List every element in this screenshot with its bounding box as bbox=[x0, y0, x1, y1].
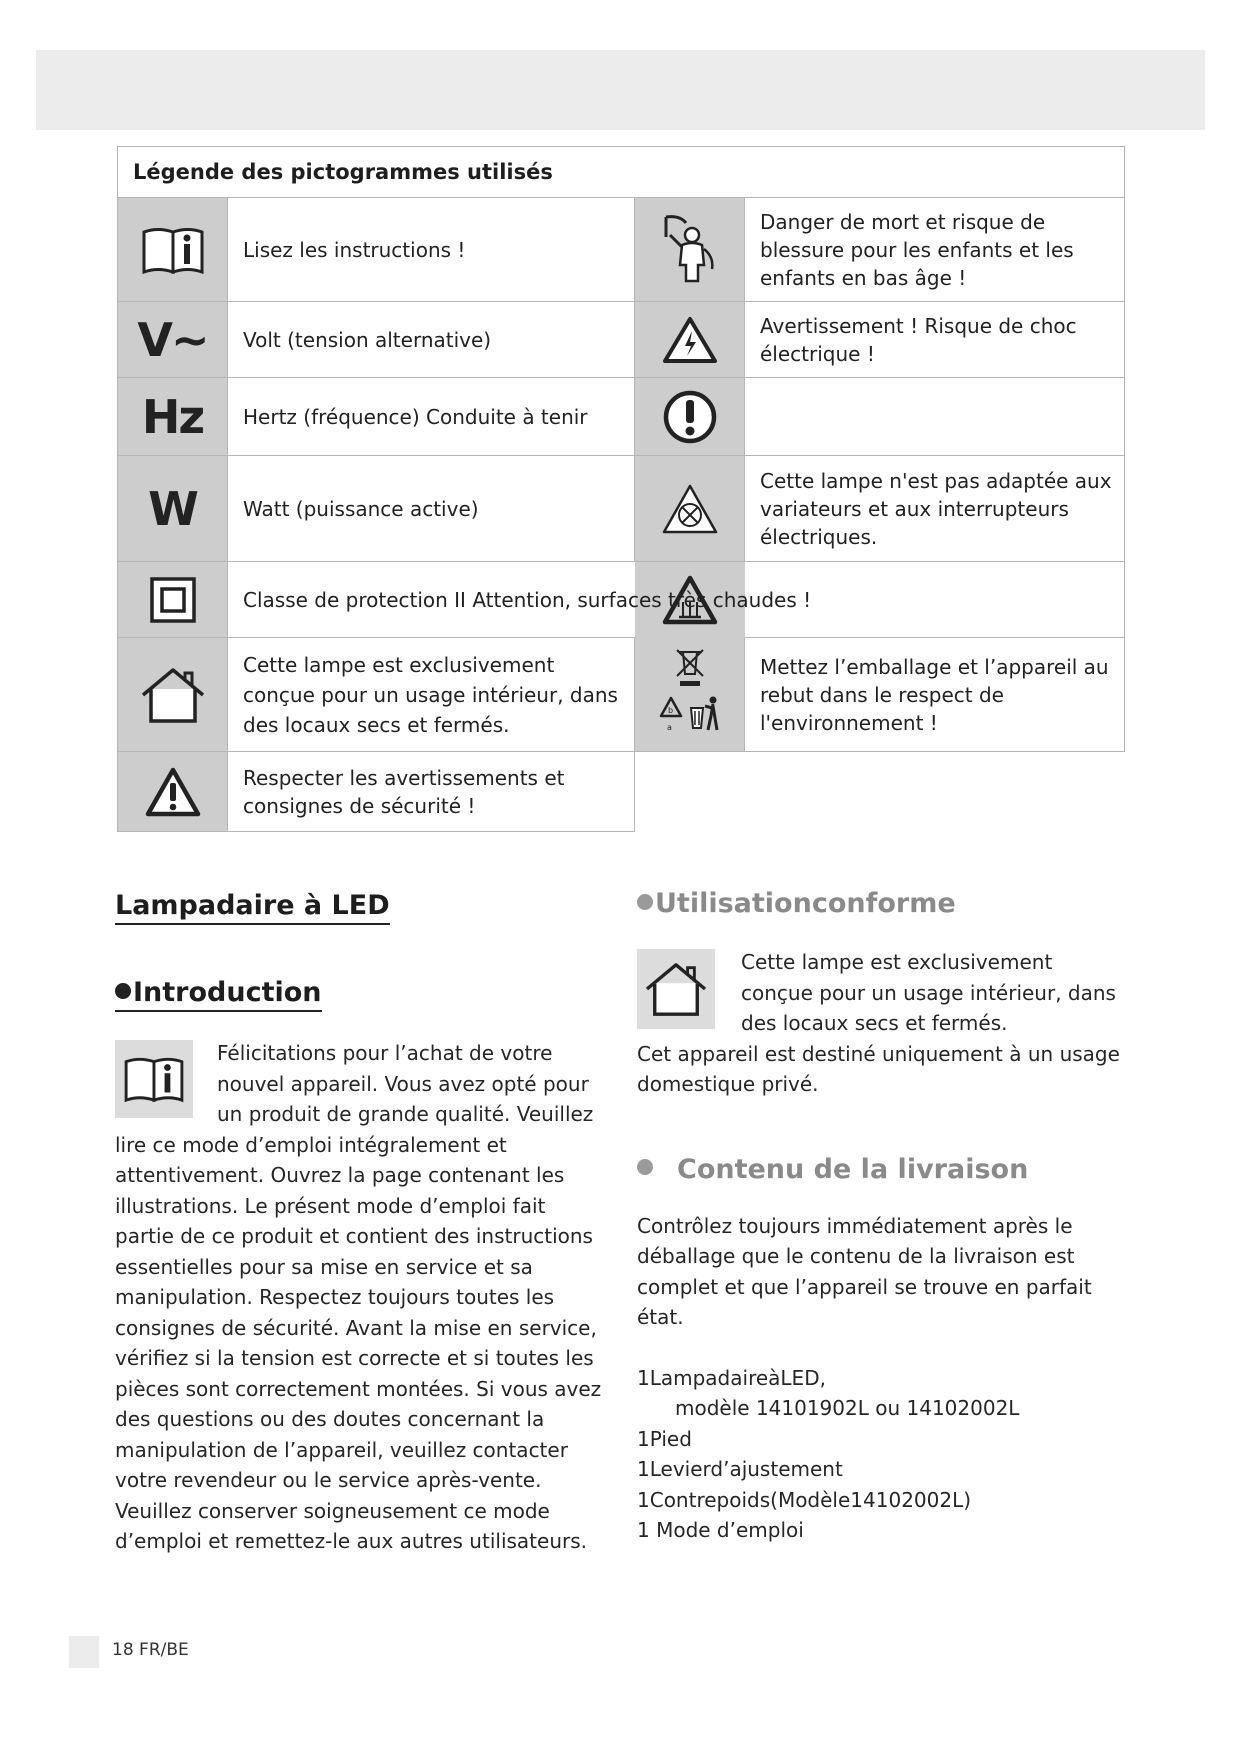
legend-child-danger: Danger de mort et risque de blessure pour les enfants et les enfants en bas âge ! bbox=[745, 198, 1125, 302]
intended-use-heading bbox=[637, 888, 956, 919]
hertz-symbol: Hz bbox=[141, 389, 204, 444]
recycle-label-a: a bbox=[666, 722, 672, 732]
pictogram-legend-table bbox=[117, 146, 1125, 832]
watt-symbol: W bbox=[148, 481, 197, 536]
child-danger-icon bbox=[635, 198, 745, 302]
legend-volt: Volt (tension alternative) bbox=[228, 302, 635, 378]
list-item: 1Levierd’ajustement bbox=[637, 1457, 843, 1481]
bullet-icon bbox=[637, 894, 653, 910]
intended-use-heading-text: Utilisationconforme bbox=[655, 888, 956, 919]
legend-safety-warnings: Respecter les avertissements et consignes de sécurité ! bbox=[228, 752, 635, 832]
book-info-icon bbox=[118, 198, 228, 302]
legend-read-instructions: Lisez les instructions ! bbox=[228, 198, 635, 302]
intended-use-text-1: Cette lampe est exclusivement conçue pour un usage intérieur, dans des locaux secs et fermés. bbox=[741, 950, 1116, 1035]
list-item: 1Contrepoids(Modèle14102002L) bbox=[637, 1487, 972, 1512]
electric-shock-icon bbox=[635, 302, 745, 378]
introduction-heading bbox=[115, 977, 322, 1012]
bullet-icon bbox=[115, 983, 131, 999]
page-title: Lampadaire à LED bbox=[115, 890, 390, 925]
list-item: 1Pied bbox=[637, 1426, 692, 1451]
list-item: modèle 14101902L ou 14102002L bbox=[675, 1396, 1020, 1420]
list-item: 1LampadaireàLED, bbox=[637, 1365, 826, 1390]
legend-indoor-use: Cette lampe est exclusivement conçue pour un usage intérieur, dans des locaux secs et fermés. bbox=[228, 638, 635, 752]
bullet-icon bbox=[637, 1159, 653, 1175]
legend-hertz: Hertz (fréquence) Conduite à tenir bbox=[228, 378, 635, 456]
no-dimmer-icon bbox=[635, 456, 745, 562]
hertz-symbol-icon bbox=[118, 378, 228, 456]
legend-watt: Watt (puissance active) bbox=[228, 456, 635, 562]
legend-recycling: Mettez l’emballage et l’appareil au rebut dans le respect de l'environnement ! bbox=[745, 638, 1125, 752]
right-column bbox=[637, 880, 1127, 1546]
recycling-icon bbox=[635, 638, 745, 752]
delivery-contents-list bbox=[637, 1363, 1127, 1546]
house-indoor-icon bbox=[637, 949, 715, 1029]
legend-not-dimmable: Cette lampe n'est pas adaptée aux variateurs et aux interrupteurs électriques. bbox=[745, 456, 1125, 562]
protection-class-ii-icon bbox=[118, 562, 228, 638]
delivery-contents-heading bbox=[637, 1154, 1028, 1185]
introduction-heading-text: Introduction bbox=[133, 977, 322, 1008]
intended-use-text-2: Cet appareil est destiné uniquement à un usage domestique privé. bbox=[637, 1041, 1120, 1096]
warning-triangle-icon bbox=[118, 752, 228, 832]
delivery-contents-text: Contrôlez toujours immédiatement après le déballage que le contenu de la livraison est complet et que l’appareil se trouve en parfait état. bbox=[637, 1213, 1092, 1329]
legend-protection-class: Classe de protection II Attention, surfaces très chaudes ! bbox=[243, 587, 812, 612]
legend-electric-shock: Avertissement ! Risque de choc électrique ! bbox=[745, 302, 1125, 378]
book-info-icon bbox=[115, 1040, 193, 1118]
legend-protection-class-row bbox=[228, 562, 1125, 638]
footer-marker bbox=[69, 1636, 99, 1668]
page-number: 18 bbox=[112, 1640, 134, 1660]
legend-empty-cell bbox=[745, 378, 1125, 456]
watt-symbol-icon bbox=[118, 456, 228, 562]
page-footer bbox=[112, 1640, 189, 1660]
delivery-contents-heading-text: Contenu de la livraison bbox=[677, 1153, 1029, 1185]
left-column bbox=[115, 880, 609, 1557]
exclamation-circle-icon bbox=[635, 378, 745, 456]
volt-symbol-icon bbox=[118, 302, 228, 378]
house-indoor-icon bbox=[118, 638, 228, 752]
header-band bbox=[36, 50, 1205, 130]
recycle-label-b: b bbox=[667, 705, 673, 715]
list-item: 1 Mode d’emploi bbox=[637, 1518, 804, 1542]
introduction-text: Félicitations pour l’achat de votre nouvel appareil. Vous avez opté pour un produit de grande qualité. Veuillez lire ce mode d’emploi intégralement et attentivement. Ouvrez la page contenant les illustrations. Le présent mode d’emploi fait partie de ce produit et contient des instructions essentielles pour sa mise en service et sa manipulation. Respectez toujours toutes les consignes de sécurité. Avant la mise en service, vérifiez si la tension est correcte et si toutes les pièces sont correctement montées. Si vous avez des questions ou des doutes concernant la manipulation de l’appareil, veuillez contacter votre revendeur ou le service après-vente. Veuillez conserver soigneusement ce mode d’emploi et remettez-le aux autres utilisateurs. bbox=[115, 1041, 602, 1553]
volt-symbol: V~ bbox=[137, 312, 208, 367]
legend-title: Légende des pictogrammes utilisés bbox=[118, 147, 1125, 198]
language-code: FR/BE bbox=[139, 1640, 189, 1660]
